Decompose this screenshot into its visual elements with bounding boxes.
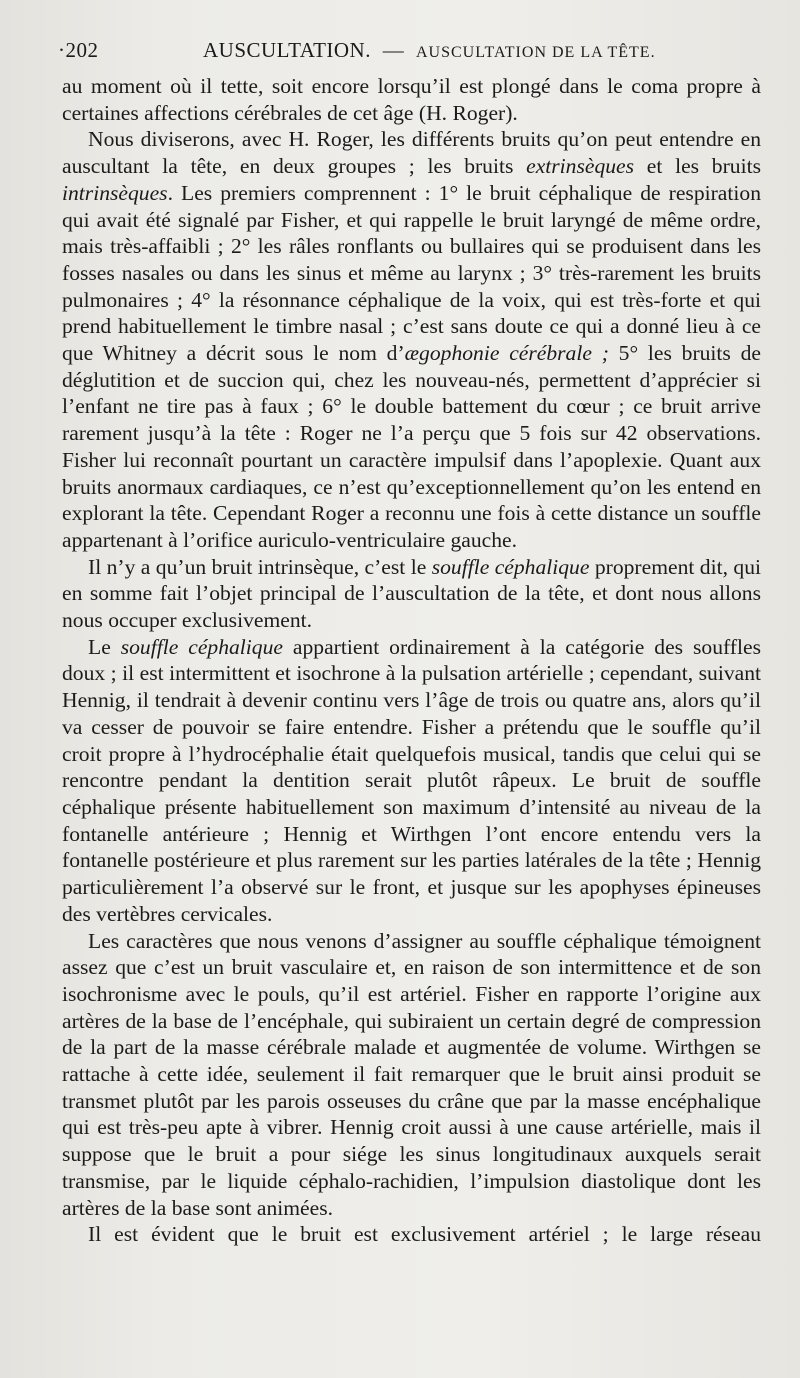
header-dash: — xyxy=(382,38,405,62)
text-run: Les caractères que nous venons d’assigner au souffle céphalique témoignent assez que c’est un bruit vasculaire et, en raison de son intermittence et de son isochronisme avec le pouls, qu’il est artériel. Fisher en rapporte l’origine aux artères de la base de l’encéphale, qui subiraient un certain degré de compression de la part de la masse cérébrale malade et augmentée de volume. Wirthgen se rattache à cette idée, seulement il fait remarquer que le bruit ainsi produit se transmet plutôt par les parois osseuses du crâne que par la masse encéphalique qui est très-peu apte à vibrer. Hennig croit aussi à une cause artérielle, mais il suppose que le bruit a pour siége les sinus longitudinaux auxquels serait transmise, par le liquide céphalo-rachidien, l’impulsion diastolique dont les artères de la base sont animées. xyxy=(62,928,761,1220)
paragraph-p4 xyxy=(62,634,761,928)
italic-term: ægophonie cérébrale ; xyxy=(404,341,609,366)
paragraph-p6 xyxy=(62,1221,761,1248)
text-run: et les bruits xyxy=(634,154,761,179)
running-title xyxy=(203,38,656,63)
text-run: Le xyxy=(88,634,121,659)
text-run: appartient ordinairement à la catégorie des souffles doux ; il est intermittent et isochrone à la pulsation artérielle ; cependant, suivant Hennig, il tendrait à devenir continu vers l’âge de trois ou quatre ans, alors qu’il va cesser de pouvoir se faire entendre. Fisher a prétendu que le souffle qu’il croit propre à l’hydrocéphalie était quelquefois musical, tandis que celui qui se rencontre pendant la dentition serait plutôt râpeux. Le bruit de souffle céphalique présente habituellement son maximum d’intensité au niveau de la fontanelle antérieure ; Hennig et Wirthgen l’ont encore entendu vers la fontanelle postérieure et plus rarement sur les parties latérales de la tête ; Hennig particulièrement l’a observé sur le front, et jusque sur les apophyses épineuses des vertèbres cervicales. xyxy=(62,634,761,926)
italic-term: souffle céphalique xyxy=(431,554,590,579)
text-run: . Les premiers comprennent : 1° le bruit céphalique de respiration qui avait été signalé par Fisher, et qui rappelle le bruit laryngé de même ordre, mais très-affaibli ; 2° les râles ronflants ou bullaires qui se produisent dans les fosses nasales ou dans les sinus et même au larynx ; 3° très-rarement les bruits pulmonaires ; 4° la résonnance céphalique de la voix, qui est très-forte et qui prend habituellement le timbre nasal ; c’est sans doute ce qui a donné lieu à ce que Whitney a décrit sous le nom d’ xyxy=(62,180,761,366)
running-header xyxy=(58,38,760,68)
paragraph-p5 xyxy=(62,928,761,1222)
page-number: ·202 xyxy=(58,38,99,62)
paragraph-p1 xyxy=(62,73,761,126)
text-run: Nous diviserons, avec H. Roger, les différents bruits qu’on peut entendre en auscultant la tête, en deux groupes ; les bruits xyxy=(62,127,761,179)
paragraph-p2 xyxy=(62,126,761,553)
italic-term: intrinsèques xyxy=(62,180,168,205)
section-title: AUSCULTATION. xyxy=(203,38,371,62)
text-run: 5° les bruits de déglutition et de succion qui, chez les nouveau-nés, permettent d’apprécier si l’enfant ne tire pas à faux ; 6° le double battement du cœur ; ce bruit arrive rarement jusqu’à la tête : Roger ne l’a perçu que 5 fois sur 42 observations. Fisher lui reconnaît pourtant un caractère impulsif dans l’apoplexie. Quant aux bruits anormaux cardiaques, ce n’est qu’exceptionnellement qu’on les entend en explorant la tête. Cependant Roger a reconnu une fois à cette distance un souffle appartenant à l’orifice auriculo-ventriculaire gauche. xyxy=(62,341,761,552)
text-run: au moment où il tette, soit encore lorsqu’il est plongé dans le coma propre à certaines affections cérébrales de cet âge (H. Roger). xyxy=(62,74,761,125)
text-run: Il est évident que le bruit est exclusivement artériel ; le large réseau xyxy=(88,1222,761,1247)
text-run: proprement dit, qui en somme fait l’objet principal de l’auscultation de la tête, et dont nous allons nous occuper exclusivement. xyxy=(62,554,761,633)
italic-term: souffle céphalique xyxy=(120,634,283,659)
subsection-title: AUSCULTATION DE LA TÊTE. xyxy=(415,44,656,61)
paragraph-p3 xyxy=(62,554,761,634)
body-text xyxy=(62,73,761,1248)
text-run: Il n’y a qu’un bruit intrinsèque, c’est le xyxy=(88,554,432,579)
italic-term: extrinsèques xyxy=(526,154,635,179)
